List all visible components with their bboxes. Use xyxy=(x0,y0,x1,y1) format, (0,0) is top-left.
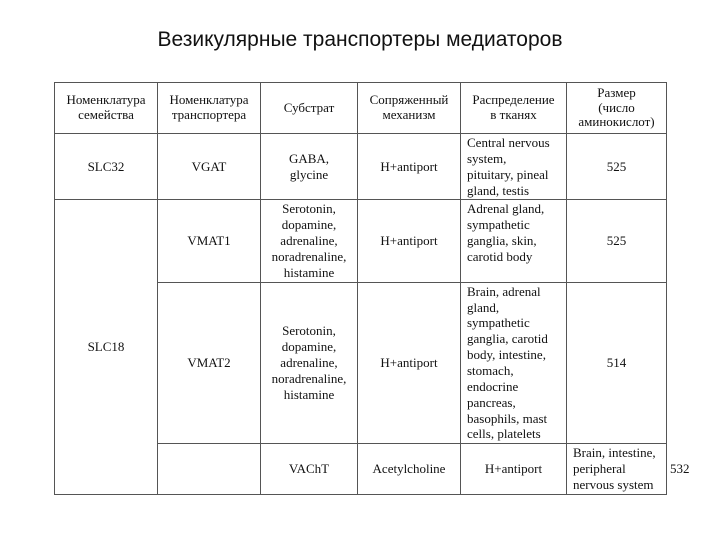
transporters-table xyxy=(54,82,690,495)
size-cell: 514 xyxy=(567,282,667,444)
mechanism-cell: H+antiport xyxy=(358,134,461,200)
distribution-cell: Central nervous system, pituitary, pineal gland, testis xyxy=(461,134,567,200)
header-transporter-nomenclature: Номенклатура транспортера xyxy=(158,83,261,134)
substrate-cell: Acetylcholine xyxy=(358,444,461,495)
header-substrate: Субстрат xyxy=(261,83,358,134)
header-family-nomenclature: Номенклатура семейства xyxy=(55,83,158,134)
table-row: VAChT Acetylcholine H+antiport Brain, intestine, peripheral nervous system 532 xyxy=(55,444,667,495)
mechanism-cell: H+antiport xyxy=(461,444,567,495)
header-row xyxy=(55,83,667,134)
family-cell-empty xyxy=(158,444,261,495)
substrate-cell: Serotonin, dopamine, adrenaline, noradrenaline, histamine xyxy=(261,200,358,282)
family-cell: SLC32 xyxy=(55,134,158,200)
transporter-cell: VMAT1 xyxy=(158,200,261,282)
transporter-cell: VGAT xyxy=(158,134,261,200)
substrate-cell: Serotonin, dopamine, adrenaline, noradrenaline, histamine xyxy=(261,282,358,444)
distribution-cell: Brain, adrenal gland, sympathetic ganglia, carotid body, intestine, stomach, endocrine pancreas, basophils, mast cells, platelets xyxy=(461,282,567,444)
size-cell: 525 xyxy=(567,200,667,282)
table-row xyxy=(55,200,667,282)
header-tissue-distribution: Распределение в тканях xyxy=(461,83,567,134)
transporter-cell: VAChT xyxy=(261,444,358,495)
substrate-cell: GABA, glycine xyxy=(261,134,358,200)
distribution-cell: Adrenal gland, sympathetic ganglia, skin, carotid body xyxy=(461,200,567,282)
header-size: Размер (число аминокислот) xyxy=(567,83,667,134)
table-row xyxy=(55,134,667,200)
slide-title: Везикулярные транспортеры медиаторов xyxy=(157,28,563,51)
mechanism-cell: H+antiport xyxy=(358,200,461,282)
header-coupled-mechanism: Сопряженный механизм xyxy=(358,83,461,134)
size-cell: 525 xyxy=(567,134,667,200)
distribution-cell: Brain, intestine, peripheral nervous system xyxy=(567,444,667,495)
mechanism-cell: H+antiport xyxy=(358,282,461,444)
family-cell: SLC18 xyxy=(55,200,158,495)
transporter-cell: VMAT2 xyxy=(158,282,261,444)
